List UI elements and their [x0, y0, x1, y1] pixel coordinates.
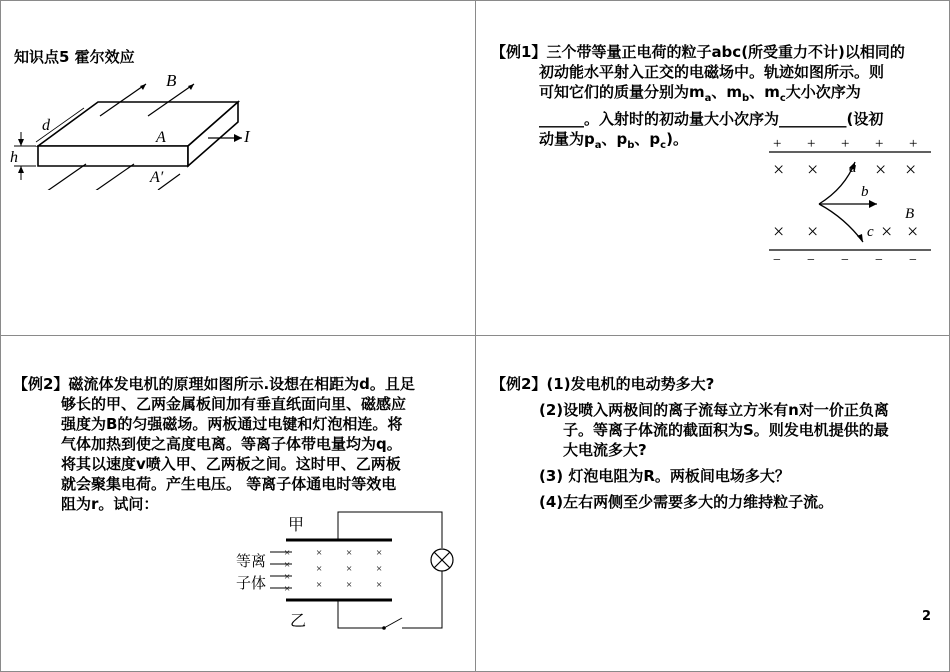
l3g: 大小次序为 — [785, 83, 861, 101]
label-I: I — [244, 127, 250, 146]
mhd-generator-figure — [232, 508, 472, 638]
minus-sign: − — [841, 253, 849, 266]
cross-mark: × — [807, 159, 819, 181]
example-1-line-3 — [539, 82, 941, 109]
plus-sign: + — [909, 136, 918, 152]
plus-sign: + — [841, 136, 850, 152]
example-2-line — [13, 374, 468, 394]
question-1-text: (1)发电机的电动势多大? — [546, 375, 715, 393]
question-2-line: 子。等离子体流的截面积为S。则发电机提供的最 — [563, 421, 889, 439]
cross-mark: × — [346, 547, 353, 559]
l5g: )。 — [666, 130, 688, 148]
label-top-plate: 甲 — [288, 517, 305, 534]
label-A-prime: A′ — [150, 169, 164, 186]
cross-mark: × — [773, 221, 785, 243]
example-2-line: 将其以速度v喷入甲、乙两板之间。这时甲、乙两板 — [61, 455, 401, 473]
sub-c: c — [779, 93, 786, 104]
sub-a: a — [704, 93, 712, 104]
cross-mark: × — [316, 563, 323, 575]
l5a: 动量为p — [539, 130, 595, 148]
cross-mark: × — [773, 159, 785, 181]
page-number: 2 — [922, 609, 932, 624]
label-d: d — [42, 117, 50, 134]
cross-mark: × — [376, 563, 383, 575]
cross-mark: × — [881, 221, 893, 243]
cross-mark: × — [376, 579, 383, 591]
cross-mark: × — [346, 579, 353, 591]
label-plasma-1: 等离 — [236, 554, 267, 570]
example-2-line: 就会聚集电荷。产生电压。 等离子体通电时等效电 — [61, 475, 397, 493]
example-1-line-1 — [491, 42, 941, 62]
example-1-line-4: ______。入射时的初动量大小次序为_________(设初 — [539, 110, 884, 128]
hall-effect-figure — [8, 70, 268, 190]
sub-b: b — [742, 93, 750, 104]
plus-row — [773, 136, 917, 152]
cross-mark: × — [284, 571, 291, 583]
charged-particle-figure — [765, 134, 933, 266]
example-1-line-1-text: 三个带等量正电荷的粒子abc(所受重力不计)以相同的 — [546, 43, 905, 61]
slide-heading: 知识点5 霍尔效应 — [14, 48, 135, 66]
plus-sign: + — [807, 136, 816, 152]
cross-mark: × — [284, 547, 291, 559]
example-2-line: 够长的甲、乙两金属板间加有垂直纸面向里、磁感应 — [61, 395, 407, 413]
cross-mark: × — [346, 563, 353, 575]
cross-mark: × — [316, 579, 323, 591]
l3e: 、m — [749, 83, 780, 101]
minus-sign: − — [773, 253, 781, 266]
plus-sign: + — [773, 136, 782, 152]
cross-mark: × — [284, 559, 291, 571]
sub-pb: b — [627, 140, 635, 151]
question-4: (4)左右两侧至少需要多大的力维持粒子流。 — [539, 493, 834, 511]
label-b: b — [861, 184, 869, 200]
example-2-text — [13, 374, 468, 514]
label-bottom-plate: 乙 — [290, 613, 307, 630]
example-2b-tag: 【例2】 — [491, 375, 547, 393]
example-2-line: 阻为r。试问： — [61, 495, 159, 513]
label-a: a — [849, 160, 857, 176]
vertical-divider — [475, 0, 476, 672]
cross-mark: × — [284, 583, 291, 595]
question-2-line: 大电流多大? — [563, 441, 647, 459]
label-plasma-2: 子体 — [236, 576, 267, 592]
label-A: A — [156, 129, 166, 146]
label-B: B — [166, 71, 177, 90]
example-2-line-text: 磁流体发电机的原理如图所示.设想在相距为d。且足 — [68, 375, 415, 393]
question-2 — [539, 400, 931, 460]
label-h: h — [10, 149, 18, 166]
sub-pa: a — [594, 140, 602, 151]
example-1-tag: 【例1】 — [491, 43, 547, 61]
cross-mark: × — [316, 547, 323, 559]
cross-mark: × — [807, 221, 819, 243]
l5c: 、p — [601, 130, 628, 148]
example-2-line: 气体加热到使之高度电离。等离子体带电量均为q。 — [61, 435, 402, 453]
l5e: 、p — [634, 130, 661, 148]
label-c: c — [867, 224, 874, 240]
horizontal-divider — [0, 335, 950, 336]
example-1-line-2: 初动能水平射入正交的电磁场中。轨迹如图所示。则 — [539, 63, 885, 81]
cross-mark: × — [875, 159, 887, 181]
minus-sign: − — [807, 253, 815, 266]
question-3: (3) 灯泡电阻为R。两板间电场多大？ — [539, 467, 790, 485]
question-2-line: (2)设喷入两极间的离子流每立方米有n对一价正负离 — [539, 401, 889, 419]
label-B-field: B — [905, 206, 915, 222]
cross-mark: × — [907, 221, 919, 243]
plus-sign: + — [875, 136, 884, 152]
cross-mark: × — [376, 547, 383, 559]
cross-mark: × — [905, 159, 917, 181]
sub-pc: c — [660, 140, 667, 151]
l3a: 可知它们的质量分别为m — [539, 83, 705, 101]
minus-sign: − — [875, 253, 883, 266]
question-1 — [491, 374, 931, 394]
example-2-tag: 【例2】 — [13, 375, 69, 393]
minus-sign: − — [909, 253, 917, 266]
example-2-line: 强度为B的匀强磁场。两板通过电键和灯泡相连。将 — [61, 415, 403, 433]
example-2-questions — [491, 374, 931, 512]
l3c: 、m — [711, 83, 743, 101]
